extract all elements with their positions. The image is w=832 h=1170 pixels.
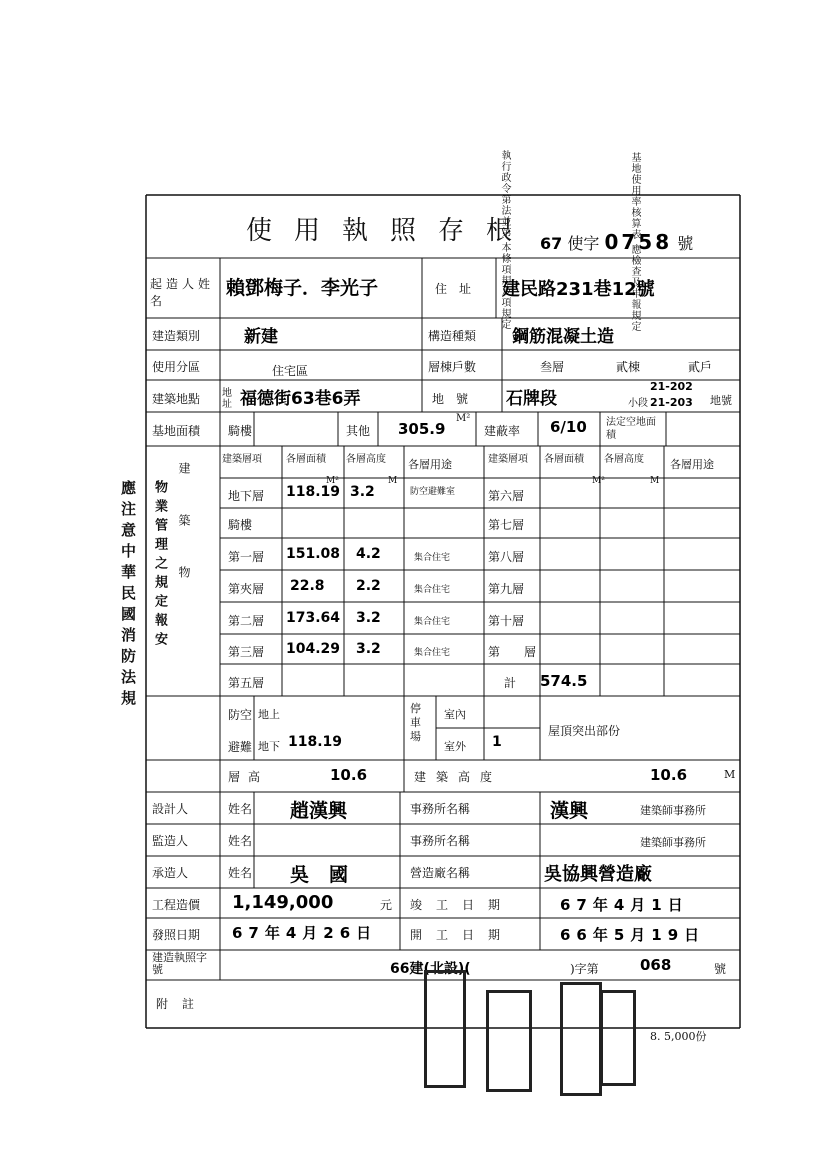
building-type-value: 新建 [244, 327, 278, 347]
remarks-label: 附註 [156, 997, 209, 1011]
floor-row-height: 2.2 [356, 578, 381, 594]
left-header-height: 各層高度 [346, 454, 386, 465]
permit-no: 068 [640, 956, 672, 974]
floor-row-name: 第八層 [488, 550, 525, 564]
coverage-label: 建蔽率 [484, 424, 521, 438]
location-sub-label: 地址 [222, 388, 232, 410]
location-value: 福德街63巷6弄 [240, 389, 361, 409]
designer-name: 趙漢興 [290, 800, 348, 822]
floors-side-label: 建築物 [177, 462, 191, 618]
floor-row-area: 22.8 [290, 578, 325, 594]
floor-row-name: 第三層 [228, 645, 265, 659]
floor-row-height: 3.2 [356, 641, 381, 657]
designer-label: 設計人 [152, 802, 189, 816]
unit-area-basement: M² [326, 476, 339, 486]
zoning-value: 住宅區 [272, 364, 309, 378]
lot-label: 地號 [432, 392, 481, 406]
arcade-label: 騎樓 [228, 424, 253, 438]
number-value: 0758 [604, 230, 673, 254]
legal-open-area-label: 法定空地面積 [606, 417, 656, 441]
floor-count: 叁層 [540, 360, 565, 374]
top-note-left-line-1: 執行政令第法並第 [499, 150, 510, 238]
floor-total-area: 574.5 [540, 672, 588, 690]
right-header-height: 各層高度 [604, 454, 644, 465]
floors-units-label: 層棟戶數 [428, 360, 477, 374]
floor-row-name: 騎樓 [228, 518, 253, 532]
floor-row-name: 第 層 [488, 645, 543, 659]
lot-number-2: 21-203 [650, 396, 693, 409]
permit-value: 66建(北設)( [390, 961, 471, 977]
floor-row-name: 第二層 [228, 614, 265, 628]
floor-row-name: 第一層 [228, 550, 265, 564]
right-header-floor: 建築層項 [488, 454, 528, 465]
shelter-label-2: 避難 [228, 740, 253, 754]
shelter-label-1: 防空 [228, 708, 253, 722]
other-area-label: 其他 [346, 424, 371, 438]
other-area-unit: M² [456, 413, 471, 424]
side-note-middle: 物業管理之規定報安 [152, 480, 167, 651]
lot-number-suffix: 地號 [710, 394, 732, 407]
permit-label: 建造執照字號 [152, 951, 207, 976]
top-note-left-line-2: 本條項規及項規定 [499, 242, 510, 331]
shelter-above-label: 地上 [258, 708, 280, 721]
permit-number [540, 230, 693, 254]
subsection-label: 小段 [628, 398, 648, 409]
structure-type-value: 鋼筋混凝土造 [512, 327, 614, 347]
permit-mid: )字第 [570, 962, 599, 976]
building-type-label: 建造類別 [152, 329, 201, 343]
left-header-floor: 建築層項 [222, 454, 262, 465]
site-area-label: 基地面積 [152, 424, 201, 438]
address-label: 住址 [434, 282, 483, 296]
floor-row-name: 第九層 [488, 582, 525, 596]
floor-row-name: 地下層 [228, 489, 265, 503]
parking-outdoor-label: 室外 [444, 740, 466, 753]
top-note-right-line-1: 基地使用率核算表 [629, 152, 640, 240]
parking-outdoor-value: 1 [492, 734, 502, 750]
owner-value: 賴鄧梅子．李光子 [226, 277, 379, 299]
structure-type-label: 構造種類 [428, 329, 477, 343]
permit-suffix: 號 [714, 962, 727, 976]
completion-date-label: 竣工日期 [410, 898, 515, 912]
side-note-left: 應注意中華民國消防法規 [119, 480, 137, 711]
official-stamp-3 [560, 982, 602, 1096]
left-header-use: 各層用途 [408, 458, 452, 471]
number-word: 使字 [567, 234, 600, 253]
floor-height-value: 10.6 [330, 766, 368, 784]
floor-row-name: 第六層 [488, 489, 525, 503]
cost-value: 1,149,000 [232, 892, 334, 913]
cost-label: 工程造價 [152, 898, 201, 912]
issue-date-label: 發照日期 [152, 928, 201, 942]
unit-count: 貳戶 [688, 360, 713, 374]
building-height-unit: M [724, 768, 736, 781]
parking-indoor-label: 室內 [444, 708, 466, 721]
supervisor-label: 監造人 [152, 834, 189, 848]
supervisor-office-label: 事務所名稱 [410, 834, 471, 848]
parking-label: 停車場 [410, 702, 421, 743]
floor-row-name: 第五層 [228, 676, 265, 690]
official-stamp-4 [600, 990, 636, 1086]
unit-height-basement: M [388, 476, 398, 486]
supervisor-name-label: 姓名 [228, 834, 253, 848]
floor-row-use: 集合住宅 [414, 648, 451, 658]
start-date-label: 開工日期 [410, 928, 515, 942]
floor-row-height: 4.2 [356, 546, 381, 562]
floor-row-height: 3.2 [356, 610, 381, 626]
issue-date-value: 67年4月26日 [232, 924, 378, 942]
footer-note: 8. 5,000份 [650, 1030, 707, 1043]
designer-name-label: 姓名 [228, 802, 253, 816]
floor-row-use: 集合住宅 [414, 585, 451, 595]
floor-row-area: 118.19 [286, 484, 341, 500]
contractor-label: 承造人 [152, 866, 189, 880]
zoning-label: 使用分區 [152, 360, 201, 374]
number-suffix: 號 [677, 234, 694, 253]
contractor-factory-label: 營造廠名稱 [410, 866, 471, 880]
shelter-below-value: 118.19 [288, 734, 343, 750]
contractor-name: 吳國 [290, 864, 369, 886]
contractor-name-label: 姓名 [228, 866, 253, 880]
designer-office-label: 事務所名稱 [410, 802, 471, 816]
cost-unit: 元 [380, 898, 393, 912]
left-header-area: 各層面積 [286, 454, 326, 465]
form-title: 使用執照存根 [246, 216, 535, 246]
floor-row-area: 151.08 [286, 546, 341, 562]
address-value: 建民路231巷12號 [502, 279, 655, 300]
location-label: 建築地點 [152, 392, 201, 406]
number-prefix: 67 [540, 234, 563, 253]
building-height-label: 建築高度 [414, 770, 503, 784]
floor-total-label: 計 [504, 676, 517, 690]
contractor-factory: 吳協興營造廠 [544, 864, 652, 885]
owner-label: 起造人姓名 [150, 277, 215, 308]
unit-height-right: M [650, 476, 660, 486]
designer-office: 漢興 [550, 800, 589, 822]
floor-row-name: 第七層 [488, 518, 525, 532]
supervisor-office-suffix: 建築師事務所 [640, 836, 706, 849]
other-area-value: 305.9 [398, 420, 446, 438]
floor-row-area: 104.29 [286, 641, 341, 657]
building-height-value: 10.6 [650, 766, 688, 784]
floor-row-name: 第十層 [488, 614, 525, 628]
shelter-below-label: 地下 [258, 740, 280, 753]
unit-area-right: M² [592, 476, 605, 486]
top-note-right-line-2: 應檢查及申報規定 [629, 244, 640, 333]
lot-value: 石牌段 [506, 389, 557, 409]
floor-row-area: 173.64 [286, 610, 341, 626]
completion-date-value: 67年4月1日 [560, 896, 689, 914]
official-stamp-2 [486, 990, 532, 1092]
official-stamp-1 [424, 970, 466, 1088]
floor-height-label: 層高 [228, 770, 269, 784]
floor-row-name: 第夾層 [228, 582, 265, 596]
floor-row-use: 防空避難室 [410, 487, 456, 497]
building-count: 貳棟 [616, 360, 641, 374]
coverage-value: 6/10 [550, 418, 587, 436]
floor-row-use: 集合住宅 [414, 553, 451, 563]
designer-office-suffix: 建築師事務所 [640, 804, 706, 817]
right-header-use: 各層用途 [670, 458, 714, 471]
right-header-area: 各層面積 [544, 454, 584, 465]
floor-row-height: 3.2 [350, 484, 375, 500]
roof-protrusion-label: 屋頂突出部份 [548, 724, 621, 738]
floor-row-use: 集合住宅 [414, 617, 451, 627]
lot-number-1: 21-202 [650, 380, 693, 393]
start-date-value: 66年5月19日 [560, 926, 706, 944]
